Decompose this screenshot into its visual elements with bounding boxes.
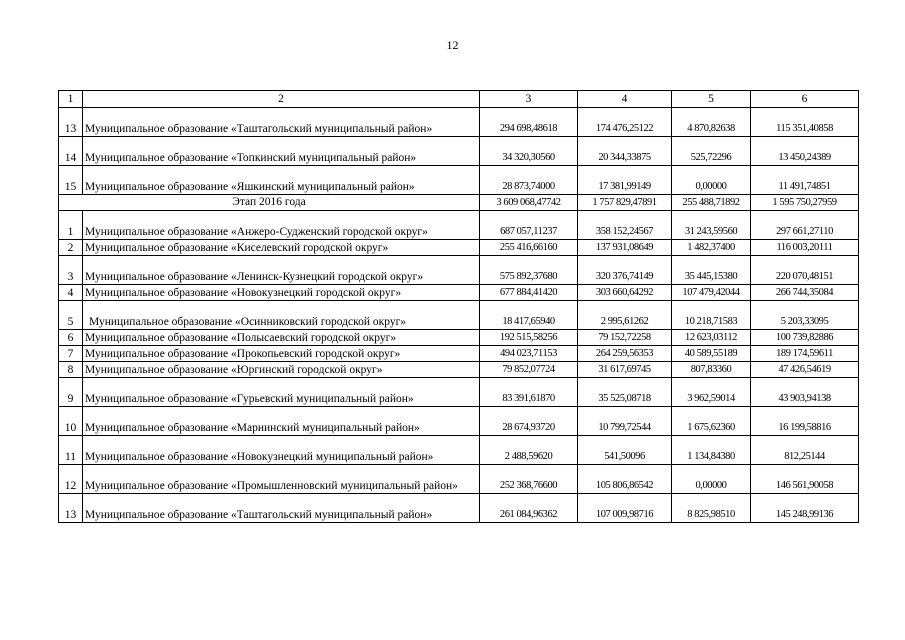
value-cell-col4: 107 009,98716 [578, 494, 672, 523]
row-number: 3 [59, 256, 83, 285]
value-cell-col4: 1 757 829,47891 [578, 195, 672, 211]
municipality-name: Муниципальное образование «Прокопьевский городской округ» [83, 346, 480, 362]
municipality-name: Муниципальное образование «Мариинский муниципальный район» [83, 407, 480, 436]
value-cell-col6: 297 661,27110 [751, 211, 859, 240]
row-number: 4 [59, 285, 83, 301]
value-cell-col3: 294 698,48618 [480, 108, 578, 137]
value-cell-col5: 12 623,03112 [672, 330, 751, 346]
table-row [59, 240, 859, 256]
value-cell-col6: 1 595 750,27959 [751, 195, 859, 211]
value-cell-col3: 677 884,41420 [480, 285, 578, 301]
table-row [59, 166, 859, 195]
value-cell-col5: 525,72296 [672, 137, 751, 166]
municipality-name: Муниципальное образование «Киселевский городской округ» [83, 240, 480, 256]
municipality-name: Муниципальное образование «Топкинский муниципальный район» [83, 137, 480, 166]
table-row [59, 137, 859, 166]
value-cell-col6: 146 561,90058 [751, 465, 859, 494]
row-number: 12 [59, 465, 83, 494]
value-cell-col4: 320 376,74149 [578, 256, 672, 285]
table-row [59, 436, 859, 465]
value-cell-col4: 31 617,69745 [578, 362, 672, 378]
value-cell-col5: 0,00000 [672, 465, 751, 494]
page-number: 12 [446, 38, 459, 52]
row-number: 11 [59, 436, 83, 465]
value-cell-col6: 220 070,48151 [751, 256, 859, 285]
value-cell-col6: 115 351,40858 [751, 108, 859, 137]
header-cell: 5 [672, 91, 751, 108]
stage-row [59, 195, 859, 211]
value-cell-col5: 40 589,55189 [672, 346, 751, 362]
table-row [59, 362, 859, 378]
row-number: 10 [59, 407, 83, 436]
header-cell: 3 [480, 91, 578, 108]
table-row [59, 285, 859, 301]
value-cell-col5: 1 482,37400 [672, 240, 751, 256]
value-cell-col3: 255 416,66160 [480, 240, 578, 256]
table-row [59, 407, 859, 436]
value-cell-col5: 31 243,59560 [672, 211, 751, 240]
value-cell-col6: 13 450,24389 [751, 137, 859, 166]
value-cell-col5: 107 479,42044 [672, 285, 751, 301]
value-cell-col6: 43 903,94138 [751, 378, 859, 407]
header-cell: 4 [578, 91, 672, 108]
municipality-name: Муниципальное образование «Полысаевский городской округ» [83, 330, 480, 346]
value-cell-col3: 261 084,96362 [480, 494, 578, 523]
value-cell-col5: 8 825,98510 [672, 494, 751, 523]
value-cell-col3: 575 892,37680 [480, 256, 578, 285]
table-row [59, 301, 859, 330]
value-cell-col5: 4 870,82638 [672, 108, 751, 137]
table-body [59, 91, 859, 523]
municipality-name: Муниципальное образование «Таштагольский муниципальный район» [83, 494, 480, 523]
municipality-name: Муниципальное образование «Промышленновский муниципальный район» [83, 465, 480, 494]
value-cell-col4: 35 525,08718 [578, 378, 672, 407]
value-cell-col6: 266 744,35084 [751, 285, 859, 301]
value-cell-col3: 3 609 068,47742 [480, 195, 578, 211]
value-cell-col5: 0,00000 [672, 166, 751, 195]
header-cell: 6 [751, 91, 859, 108]
municipality-name: Муниципальное образование «Яшкинский муниципальный район» [83, 166, 480, 195]
value-cell-col3: 18 417,65940 [480, 301, 578, 330]
value-cell-col6: 116 003,20111 [751, 240, 859, 256]
value-cell-col3: 687 057,11237 [480, 211, 578, 240]
row-number: 2 [59, 240, 83, 256]
value-cell-col3: 252 368,76600 [480, 465, 578, 494]
header-cell: 1 [59, 91, 83, 108]
value-cell-col4: 541,50096 [578, 436, 672, 465]
row-number: 1 [59, 211, 83, 240]
table-row [59, 346, 859, 362]
value-cell-col6: 5 203,33095 [751, 301, 859, 330]
municipality-name: Муниципальное образование «Новокузнецкий муниципальный район» [83, 436, 480, 465]
budget-table [58, 90, 859, 523]
table-row [59, 378, 859, 407]
value-cell-col5: 35 445,15380 [672, 256, 751, 285]
value-cell-col4: 17 381,99149 [578, 166, 672, 195]
value-cell-col6: 145 248,99136 [751, 494, 859, 523]
value-cell-col5: 255 488,71892 [672, 195, 751, 211]
row-number: 13 [59, 108, 83, 137]
row-number: 7 [59, 346, 83, 362]
table-row [59, 256, 859, 285]
value-cell-col4: 79 152,72258 [578, 330, 672, 346]
value-cell-col5: 807,83360 [672, 362, 751, 378]
value-cell-col6: 189 174,59611 [751, 346, 859, 362]
value-cell-col4: 20 344,33875 [578, 137, 672, 166]
value-cell-col3: 83 391,61870 [480, 378, 578, 407]
value-cell-col3: 192 515,58256 [480, 330, 578, 346]
value-cell-col6: 100 739,82886 [751, 330, 859, 346]
municipality-name: Муниципальное образование «Новокузнецкий городской округ» [83, 285, 480, 301]
value-cell-col5: 1 134,84380 [672, 436, 751, 465]
value-cell-col4: 358 152,24567 [578, 211, 672, 240]
municipality-name: Муниципальное образование «Гурьевский муниципальный район» [83, 378, 480, 407]
value-cell-col5: 3 962,59014 [672, 378, 751, 407]
table-row [59, 211, 859, 240]
table-header-row [59, 91, 859, 108]
table-row [59, 108, 859, 137]
value-cell-col6: 47 426,54619 [751, 362, 859, 378]
stage-label: Этап 2016 года [59, 195, 480, 211]
value-cell-col4: 264 259,56353 [578, 346, 672, 362]
value-cell-col6: 11 491,74851 [751, 166, 859, 195]
municipality-name: Муниципальное образование «Ленинск-Кузнецкий городской округ» [83, 256, 480, 285]
row-number: 14 [59, 137, 83, 166]
value-cell-col3: 34 320,30560 [480, 137, 578, 166]
municipality-name: Муниципальное образование «Таштагольский муниципальный район» [83, 108, 480, 137]
value-cell-col3: 2 488,59620 [480, 436, 578, 465]
value-cell-col4: 174 476,25122 [578, 108, 672, 137]
row-number: 8 [59, 362, 83, 378]
table-row [59, 330, 859, 346]
row-number: 6 [59, 330, 83, 346]
value-cell-col3: 494 023,71153 [480, 346, 578, 362]
row-number: 5 [59, 301, 83, 330]
value-cell-col4: 10 799,72544 [578, 407, 672, 436]
table-row [59, 465, 859, 494]
value-cell-col3: 28 873,74000 [480, 166, 578, 195]
value-cell-col4: 2 995,61262 [578, 301, 672, 330]
municipality-name: Муниципальное образование «Анжеро-Судженский городской округ» [83, 211, 480, 240]
value-cell-col4: 137 931,08649 [578, 240, 672, 256]
value-cell-col4: 303 660,64292 [578, 285, 672, 301]
value-cell-col3: 79 852,07724 [480, 362, 578, 378]
value-cell-col4: 105 806,86542 [578, 465, 672, 494]
header-cell: 2 [83, 91, 480, 108]
value-cell-col5: 1 675,62360 [672, 407, 751, 436]
value-cell-col6: 812,25144 [751, 436, 859, 465]
value-cell-col3: 28 674,93720 [480, 407, 578, 436]
value-cell-col5: 10 218,71583 [672, 301, 751, 330]
municipality-name: Муниципальное образование «Юргинский городской округ» [83, 362, 480, 378]
row-number: 9 [59, 378, 83, 407]
row-number: 13 [59, 494, 83, 523]
municipality-name: Муниципальное образование «Осинниковский городской округ» [83, 301, 480, 330]
row-number: 15 [59, 166, 83, 195]
table-row [59, 494, 859, 523]
value-cell-col6: 16 199,58816 [751, 407, 859, 436]
